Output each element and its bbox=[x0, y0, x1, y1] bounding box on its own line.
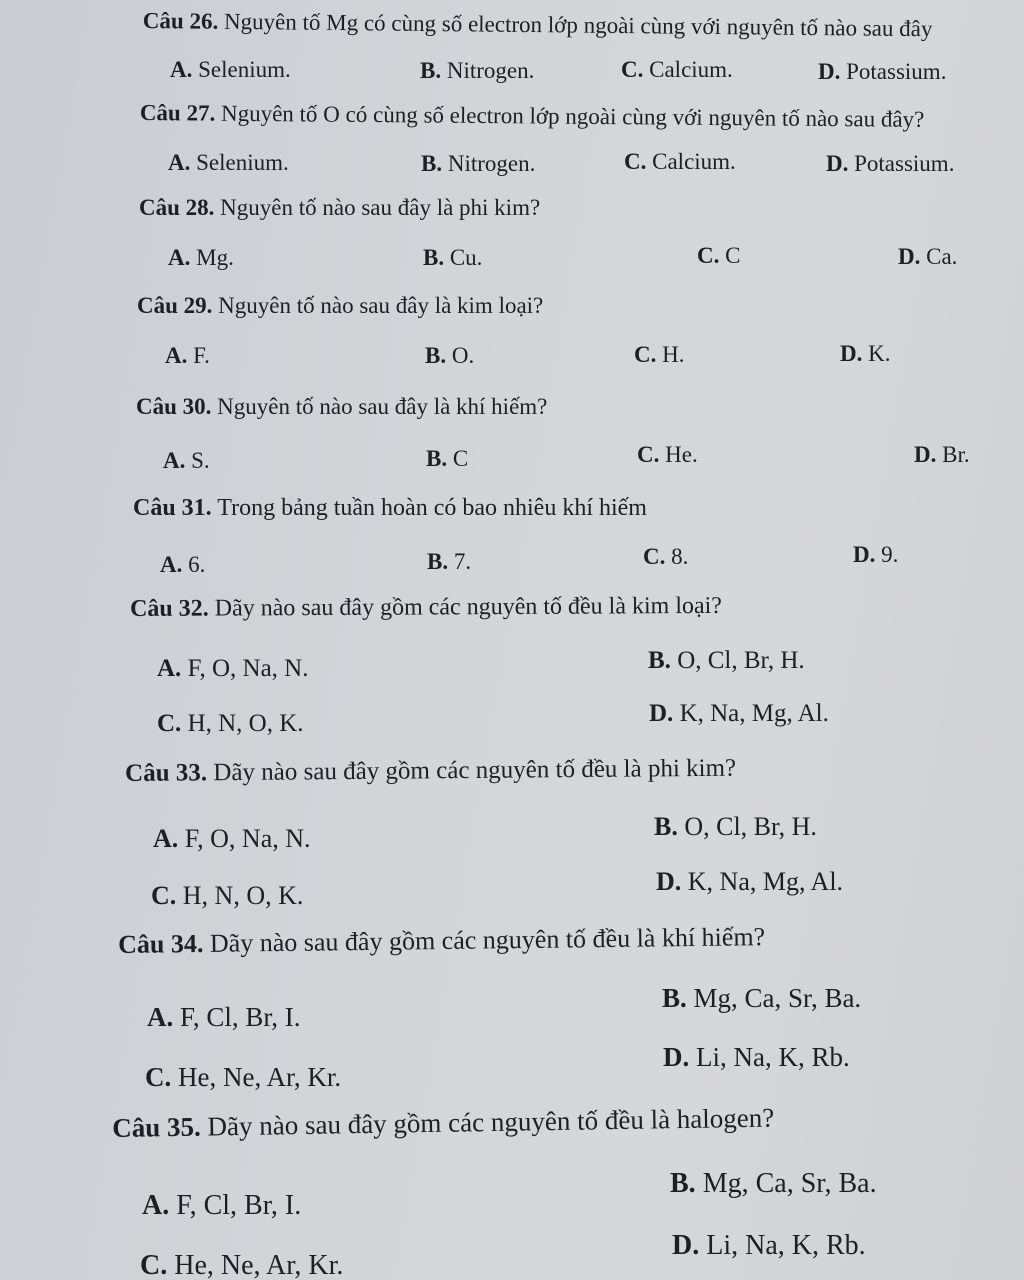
option-c: C. H, N, O, K. bbox=[157, 710, 304, 737]
question-35 bbox=[112, 1103, 774, 1144]
question-text: Nguyên tố nào sau đây là kim loại? bbox=[212, 293, 544, 318]
option-d: D. K. bbox=[840, 341, 891, 366]
option-c: C. Calcium. bbox=[624, 149, 736, 174]
option-b: B. Mg, Ca, Sr, Ba. bbox=[670, 1168, 877, 1199]
question-label: Câu 26. bbox=[142, 8, 219, 34]
option-b: B. C bbox=[426, 446, 469, 471]
option-d: D. Li, Na, K, Rb. bbox=[663, 1042, 850, 1072]
question-label: Câu 33. bbox=[125, 759, 208, 787]
question-text: Nguyên tố nào sau đây là khí hiếm? bbox=[211, 394, 548, 419]
question-text: Dãy nào sau đây gồm các nguyên tố đều là khí hiếm? bbox=[203, 922, 766, 958]
question-32 bbox=[130, 593, 722, 623]
question-text: Trong bảng tuần hoàn có bao nhiêu khí hiếm bbox=[211, 495, 647, 521]
question-label: Câu 31. bbox=[133, 495, 212, 521]
option-a: A. Selenium. bbox=[168, 150, 289, 175]
option-c: C. H, N, O, K. bbox=[151, 881, 304, 910]
option-a: A. F, Cl, Br, I. bbox=[147, 1002, 301, 1032]
question-30 bbox=[136, 394, 547, 420]
option-c: C. Calcium. bbox=[621, 57, 733, 82]
option-a: A. S. bbox=[163, 448, 210, 473]
question-text: Nguyên tố nào sau đây là phi kim? bbox=[214, 195, 541, 220]
question-text: Dãy nào sau đây gồm các nguyên tố đều là halogen? bbox=[200, 1102, 775, 1142]
option-b: B. Nitrogen. bbox=[421, 151, 536, 176]
option-b: B. O. bbox=[425, 343, 475, 368]
option-c: C. He, Ne, Ar, Kr. bbox=[140, 1250, 344, 1280]
question-text: Nguyên tố O có cùng số electron lớp ngoài cùng với nguyên tố nào sau đây? bbox=[215, 100, 925, 132]
question-26 bbox=[143, 8, 933, 42]
option-c: C. He. bbox=[637, 442, 698, 467]
option-b: B. O, Cl, Br, H. bbox=[648, 647, 805, 674]
question-31 bbox=[133, 495, 647, 522]
option-b: B. Mg, Ca, Sr, Ba. bbox=[662, 983, 862, 1013]
option-a: A. Mg. bbox=[168, 245, 234, 270]
question-text: Nguyên tố Mg có cùng số electron lớp ngoài cùng với nguyên tố nào sau đây bbox=[218, 8, 933, 42]
option-c: C. 8. bbox=[643, 544, 689, 569]
option-a: A. F, Cl, Br, I. bbox=[142, 1190, 302, 1221]
question-29 bbox=[137, 293, 543, 319]
option-d: D. Potassium. bbox=[826, 151, 955, 176]
option-b: B. O, Cl, Br, H. bbox=[654, 812, 817, 841]
question-33 bbox=[125, 755, 736, 788]
option-a: A. F, O, Na, N. bbox=[157, 655, 309, 682]
question-27 bbox=[140, 100, 925, 133]
option-a: A. F. bbox=[165, 343, 210, 368]
option-b: B. Cu. bbox=[423, 245, 483, 270]
question-text: Dãy nào sau đây gồm các nguyên tố đều là phi kim? bbox=[206, 754, 737, 787]
option-d: D. Potassium. bbox=[818, 59, 947, 84]
option-a: A. Selenium. bbox=[170, 57, 291, 82]
option-c: C. H. bbox=[634, 342, 685, 367]
question-text: Dãy nào sau đây gồm các nguyên tố đều là kim loại? bbox=[208, 592, 723, 622]
option-c: C. He, Ne, Ar, Kr. bbox=[145, 1062, 342, 1092]
question-label: Câu 28. bbox=[139, 195, 215, 220]
question-label: Câu 32. bbox=[130, 595, 209, 622]
question-label: Câu 30. bbox=[136, 394, 212, 419]
option-d: D. Ca. bbox=[898, 244, 958, 269]
option-a: A. 6. bbox=[160, 552, 206, 577]
option-b: B. Nitrogen. bbox=[420, 58, 535, 83]
option-d: D. K, Na, Mg, Al. bbox=[656, 867, 844, 896]
option-d: D. K, Na, Mg, Al. bbox=[649, 700, 829, 727]
option-d: D. Li, Na, K, Rb. bbox=[672, 1230, 866, 1261]
option-a: A. F, O, Na, N. bbox=[153, 824, 311, 853]
question-34 bbox=[118, 922, 765, 960]
option-d: D. Br. bbox=[914, 442, 970, 467]
option-b: B. 7. bbox=[427, 549, 472, 574]
question-label: Câu 35. bbox=[112, 1111, 201, 1143]
option-c: C. C bbox=[697, 243, 741, 268]
question-label: Câu 27. bbox=[139, 100, 216, 126]
question-label: Câu 34. bbox=[118, 928, 204, 959]
question-label: Câu 29. bbox=[137, 293, 213, 318]
option-d: D. 9. bbox=[853, 542, 899, 567]
question-28 bbox=[139, 195, 540, 221]
